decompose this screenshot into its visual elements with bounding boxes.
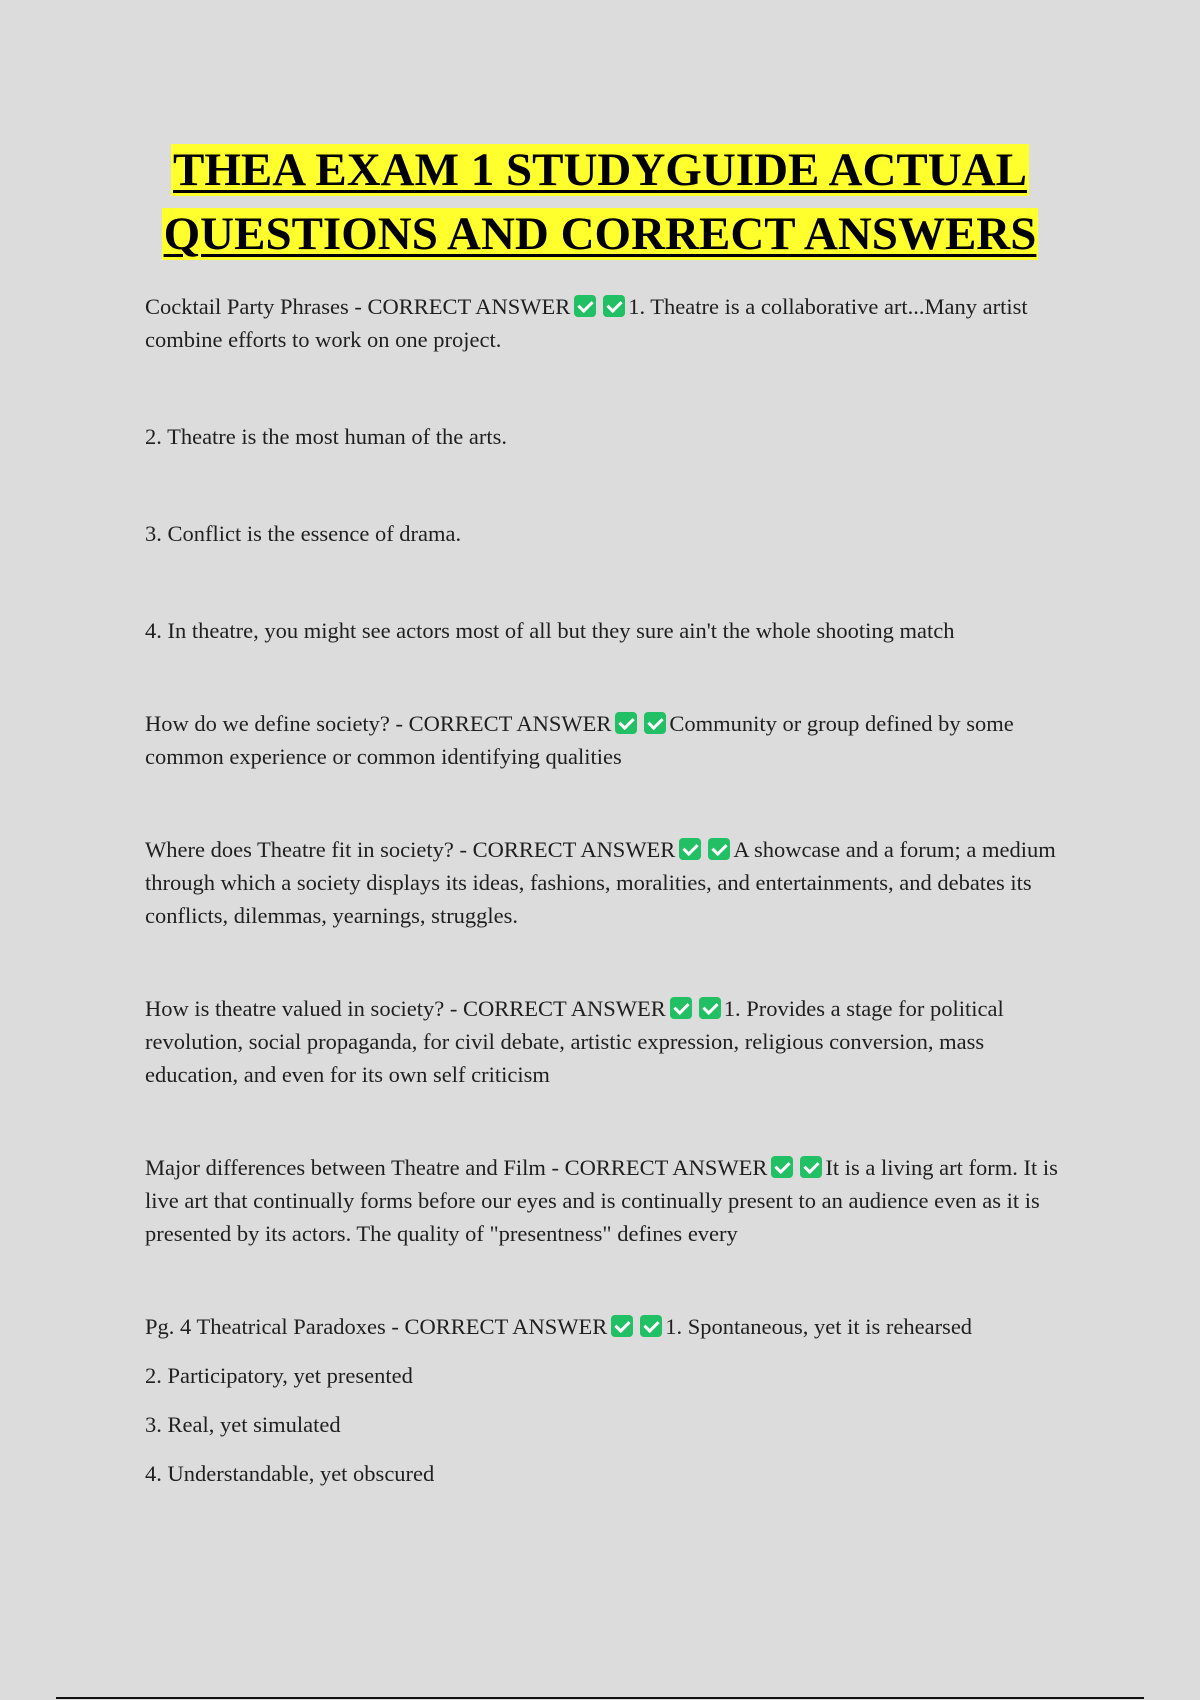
list-item: 3. Real, yet simulated [145,1412,341,1437]
answer-text: 1. Theatre is a collaborative art...Many artist combine efforts to work on one project. [145,294,1028,352]
qa-entry [145,833,1065,932]
check-box-icon [644,712,666,734]
check-box-icon [670,997,692,1019]
check-box-icon [615,712,637,734]
answer-marker: - CORRECT ANSWER [551,1155,768,1180]
check-box-icon [603,295,625,317]
list-item: 4. In theatre, you might see actors most of all but they sure ain't the whole shooting match [145,618,955,643]
check-box-icon [679,838,701,860]
question-text: Cocktail Party Phrases [145,294,349,319]
title-line-2: QUESTIONS AND CORRECT ANSWERS [163,208,1037,260]
question-text: Where does Theatre fit in society? [145,837,454,862]
answer-text: A showcase and a forum; a medium through which a society displays its ideas, fashions, moralities, and entertainments, and debates its conflicts, dilemmas, yearnings, struggles. [145,837,1056,928]
qa-entry [145,1151,1065,1250]
answer-text: Community or group defined by some common experience or common identifying qualities [145,711,1014,769]
answer-text: It is a living art form. It is live art that continually forms before our eyes and is continually present to an audience even as it is presented by its actors. The quality of "presentness" defines every [145,1155,1058,1246]
footer-divider [56,1697,1144,1699]
check-box-icon [708,838,730,860]
document-title [0,138,1200,266]
answer-marker: - CORRECT ANSWER [354,294,571,319]
document-body [145,290,1065,1490]
check-box-icon [611,1315,633,1337]
answer-marker: - CORRECT ANSWER [391,1314,608,1339]
check-box-icon [771,1156,793,1178]
list-item: 2. Participatory, yet presented [145,1363,413,1388]
question-text: How do we define society? [145,711,390,736]
qa-entry [145,290,1065,356]
title-line-1: THEA EXAM 1 STUDYGUIDE ACTUAL [173,144,1027,196]
list-item: 4. Understandable, yet obscured [145,1461,435,1486]
question-text: How is theatre valued in society? [145,996,445,1021]
answer-text: 1. Provides a stage for political revolution, social propaganda, for civil debate, artistic expression, religious conversion, mass education, and even for its own self criticism [145,996,1004,1087]
check-box-icon [574,295,596,317]
answer-marker: - CORRECT ANSWER [395,711,612,736]
answer-marker: - CORRECT ANSWER [459,837,676,862]
qa-entry [145,707,1065,773]
check-box-icon [800,1156,822,1178]
answer-marker: - CORRECT ANSWER [449,996,666,1021]
question-text: Major differences between Theatre and Film [145,1155,546,1180]
list-item: 2. Theatre is the most human of the arts. [145,424,507,449]
qa-entry [145,992,1065,1091]
list-item: 3. Conflict is the essence of drama. [145,521,462,546]
check-box-icon [699,997,721,1019]
question-text: Pg. 4 Theatrical Paradoxes [145,1314,386,1339]
answer-text: 1. Spontaneous, yet it is rehearsed [665,1314,973,1339]
check-box-icon [640,1315,662,1337]
qa-entry [145,1310,1065,1343]
